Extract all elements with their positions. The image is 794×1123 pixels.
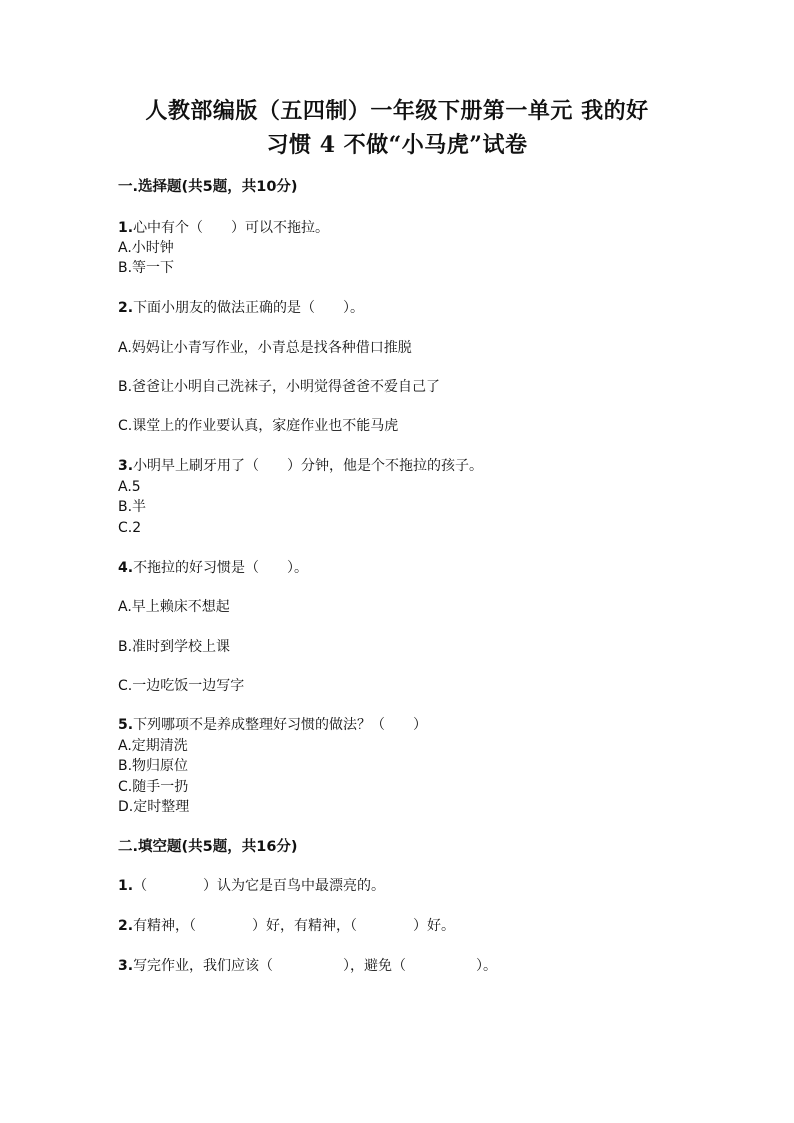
question-5-option-c: C.随手一扔 xyxy=(118,779,189,795)
question-1-option-a: A.小时钟 xyxy=(118,240,174,256)
question-text: 写完作业，我们应该（ ），避免（ ）。 xyxy=(133,958,498,974)
question-4-option-a: A.早上赖床不想起 xyxy=(118,599,230,615)
question-5-option-d: D.定时整理 xyxy=(118,799,190,815)
question-number: 3. xyxy=(118,458,134,474)
question-2-stem xyxy=(118,298,364,318)
question-number: 5. xyxy=(118,717,134,733)
question-text: （ ）认为它是百鸟中最漂亮的。 xyxy=(133,878,386,894)
question-text: 心中有个（ ）可以不拖拉。 xyxy=(133,220,330,236)
question-text: 小明早上刷牙用了（ ）分钟，他是个不拖拉的孩子。 xyxy=(133,458,484,474)
section-heading-fill-blank: 二.填空题(共5题，共16分) xyxy=(118,839,298,855)
question-3-option-b: B.半 xyxy=(118,499,147,515)
question-3-stem xyxy=(118,456,483,476)
question-number: 4. xyxy=(118,560,134,576)
exam-title-line-1: 人教部编版（五四制）一年级下册第一单元 我的好 xyxy=(145,98,649,124)
question-4-stem xyxy=(118,558,308,578)
section-heading-choice: 一.选择题(共5题，共10分) xyxy=(118,179,298,195)
question-1-stem xyxy=(118,218,329,238)
question-2-option-c: C.课堂上的作业要认真，家庭作业也不能马虎 xyxy=(118,418,399,434)
question-5-stem xyxy=(118,715,427,735)
question-number: 2. xyxy=(118,918,134,934)
fill-question-2 xyxy=(118,916,455,936)
question-2-option-a: A.妈妈让小青写作业，小青总是找各种借口推脱 xyxy=(118,340,412,356)
question-3-option-c: C.2 xyxy=(118,520,142,536)
question-number: 3. xyxy=(118,958,134,974)
question-number: 1. xyxy=(118,878,134,894)
question-number: 1. xyxy=(118,220,134,236)
question-text: 不拖拉的好习惯是（ ）。 xyxy=(133,560,309,576)
question-5-option-a: A.定期清洗 xyxy=(118,738,188,754)
exam-title-line-2: 习惯 4 不做“小马虎”试卷 xyxy=(266,132,528,158)
question-3-option-a: A.5 xyxy=(118,479,141,495)
question-4-option-b: B.准时到学校上课 xyxy=(118,639,231,655)
question-text: 下面小朋友的做法正确的是（ ）。 xyxy=(133,300,365,316)
question-4-option-c: C.一边吃饭一边写字 xyxy=(118,678,245,694)
question-text: 下列哪项不是养成整理好习惯的做法？（ ） xyxy=(133,717,428,733)
question-5-option-b: B.物归原位 xyxy=(118,758,189,774)
question-text: 有精神，（ ）好，有精神，（ ）好。 xyxy=(133,918,456,934)
question-2-option-b: B.爸爸让小明自己洗袜子，小明觉得爸爸不爱自己了 xyxy=(118,379,441,395)
fill-question-3 xyxy=(118,956,497,976)
fill-question-1 xyxy=(118,876,385,896)
question-number: 2. xyxy=(118,300,134,316)
question-1-option-b: B.等一下 xyxy=(118,260,175,276)
